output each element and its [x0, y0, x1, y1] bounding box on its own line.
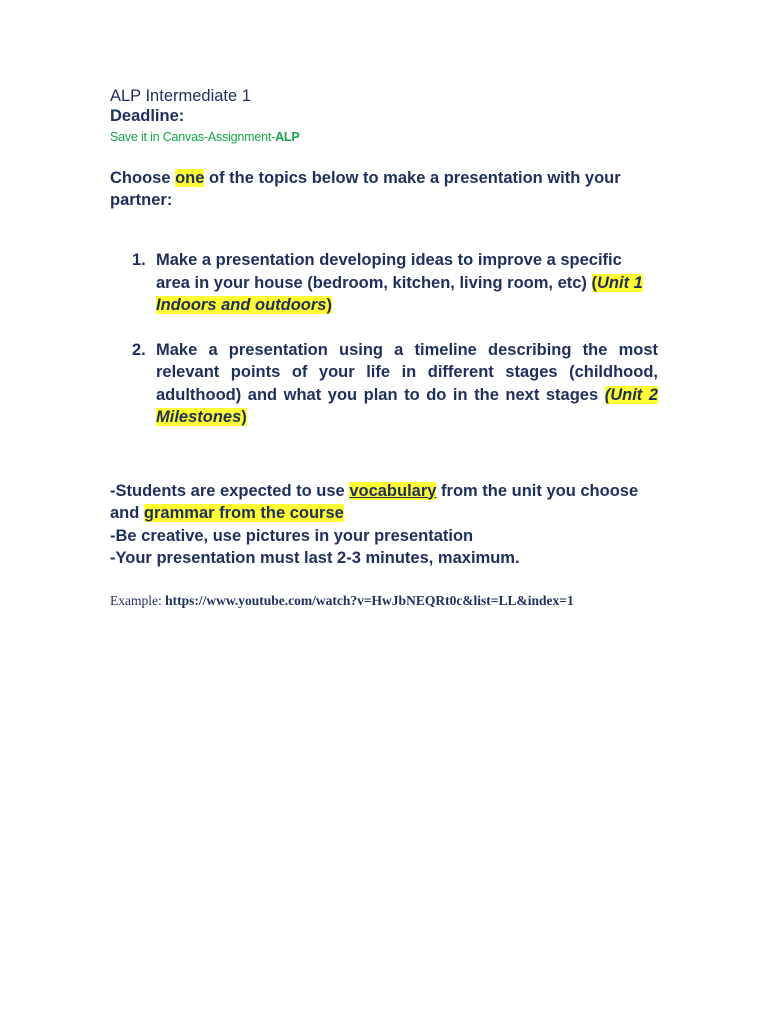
save-instruction	[110, 128, 658, 146]
topic-body	[156, 251, 643, 314]
topic-item-1	[110, 249, 658, 317]
example-label: Example:	[110, 592, 166, 608]
topic-list	[110, 249, 658, 429]
example-link[interactable]: https://www.youtube.com/watch?v=HwJbNEQRt0c&list=LL&index=1	[165, 592, 574, 608]
note-line-1	[110, 480, 658, 525]
document-title: ALP Intermediate 1	[110, 87, 251, 105]
topic-unit-close: )	[241, 408, 247, 426]
topic-unit: (Unit 2 Milestones	[156, 385, 658, 426]
topic-text: Make a presentation developing ideas to improve a specific area in your house (bedroom, kitchen, living room, etc)	[156, 251, 622, 292]
note-highlight-vocabulary: vocabulary	[349, 481, 437, 500]
main-instruction	[110, 167, 650, 211]
instruction-highlight: one	[175, 169, 205, 187]
topic-text: Make a presentation using a timeline describing the most relevant points of your life in different stages (childhood, adulthood) and what you plan to do in the next stages	[156, 340, 658, 404]
topic-number: 1.	[132, 251, 146, 269]
note-text: from the unit you choose and	[110, 481, 639, 522]
instruction-before: Choose	[110, 169, 176, 187]
topic-unit-open: (	[591, 273, 597, 292]
topic-unit-close: )	[326, 296, 332, 314]
deadline-label: Deadline:	[110, 107, 185, 125]
topic-unit: Unit 1 Indoors and outdoors	[156, 273, 643, 314]
instruction-after: of the topics below to make a presentation with your partner:	[110, 169, 621, 209]
save-prefix: Save it in Canvas-Assignment-	[110, 130, 276, 144]
requirements-notes	[110, 480, 658, 570]
note-highlight-grammar: grammar from the course	[143, 504, 344, 522]
topic-number: 2.	[132, 340, 146, 359]
example-line	[110, 592, 658, 610]
save-strong: ALP	[275, 130, 300, 144]
note-line-2: -Be creative, use pictures in your presentation	[110, 526, 474, 545]
document-content	[110, 86, 658, 610]
note-text: -Students are expected to use	[110, 481, 350, 500]
topic-item-2	[110, 339, 658, 429]
note-line-3: -Your presentation must last 2-3 minutes, maximum.	[110, 549, 520, 567]
topic-body	[156, 339, 658, 429]
